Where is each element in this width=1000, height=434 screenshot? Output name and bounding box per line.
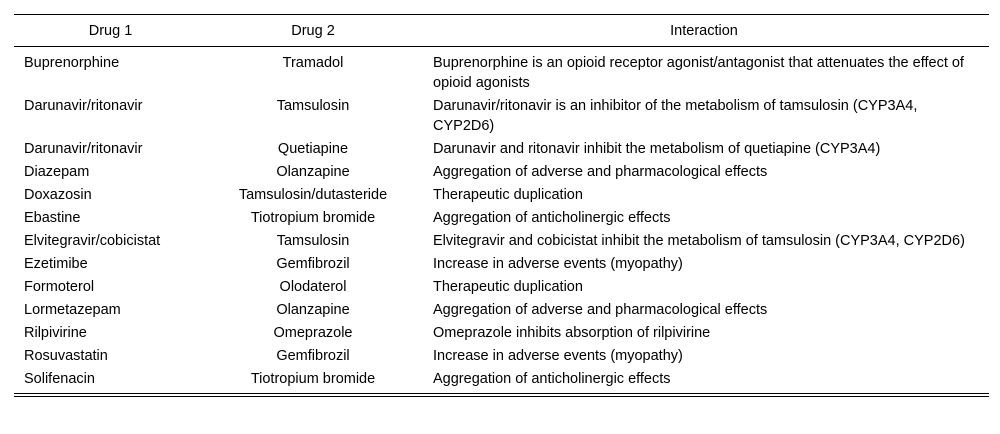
cell-interaction: Aggregation of anticholinergic effects <box>433 371 671 387</box>
drug-interaction-table-container <box>14 14 989 397</box>
table-row <box>14 252 989 275</box>
table-bottom-rule-double <box>14 396 989 397</box>
table-row <box>14 137 989 160</box>
cell-drug-2: Omeprazole <box>273 325 353 341</box>
cell-drug-2: Olodaterol <box>279 279 347 295</box>
table-row <box>14 367 989 390</box>
cell-drug-2: Quetiapine <box>277 141 349 157</box>
table-row <box>14 275 989 298</box>
cell-drug-1: Formoterol <box>24 279 95 295</box>
cell-drug-2: Olanzapine <box>276 302 350 318</box>
cell-interaction: Therapeutic duplication <box>433 187 583 203</box>
cell-drug-2: Tiotropium bromide <box>250 210 376 226</box>
cell-interaction: Increase in adverse events (myopathy) <box>433 256 683 272</box>
cell-drug-1: Ezetimibe <box>24 256 88 272</box>
cell-interaction: Darunavir/ritonavir is an inhibitor of the metabolism of tamsulosin (CYP3A4, CYP2D6) <box>433 98 918 134</box>
header-row <box>14 15 989 47</box>
table-row <box>14 229 989 252</box>
cell-drug-1: Lormetazepam <box>24 302 121 318</box>
header-drug-1: Drug 1 <box>14 15 207 47</box>
cell-interaction: Aggregation of adverse and pharmacological effects <box>433 164 768 180</box>
cell-interaction: Omeprazole inhibits absorption of rilpivirine <box>433 325 711 341</box>
cell-interaction: Buprenorphine is an opioid receptor agonist/antagonist that attenuates the effect of opioid agonists <box>433 55 964 91</box>
cell-interaction: Aggregation of anticholinergic effects <box>433 210 671 226</box>
table-row <box>14 183 989 206</box>
cell-drug-1: Rilpivirine <box>24 325 87 341</box>
cell-drug-1: Buprenorphine <box>24 55 120 71</box>
table-row <box>14 47 989 95</box>
cell-drug-2: Tramadol <box>282 55 344 71</box>
cell-drug-2: Tiotropium bromide <box>250 371 376 387</box>
table-row <box>14 94 989 137</box>
table-row <box>14 321 989 344</box>
cell-interaction: Darunavir and ritonavir inhibit the metabolism of quetiapine (CYP3A4) <box>433 141 881 157</box>
cell-drug-1: Darunavir/ritonavir <box>24 141 143 157</box>
table-row <box>14 344 989 367</box>
drug-interaction-table <box>14 14 989 390</box>
cell-drug-1: Elvitegravir/cobicistat <box>24 233 161 249</box>
cell-interaction: Elvitegravir and cobicistat inhibit the metabolism of tamsulosin (CYP3A4, CYP2D6) <box>433 233 965 249</box>
table-row <box>14 160 989 183</box>
cell-drug-1: Ebastine <box>24 210 81 226</box>
cell-drug-1: Darunavir/ritonavir <box>24 98 143 114</box>
cell-drug-1: Rosuvastatin <box>24 348 108 364</box>
table-header <box>14 15 989 47</box>
cell-drug-2: Gemfibrozil <box>276 256 350 272</box>
cell-interaction: Therapeutic duplication <box>433 279 583 295</box>
cell-interaction: Increase in adverse events (myopathy) <box>433 348 683 364</box>
header-drug-2: Drug 2 <box>207 15 419 47</box>
table-bottom-rule <box>14 393 989 394</box>
header-interaction: Interaction <box>419 15 989 47</box>
cell-drug-2: Tamsulosin <box>276 233 350 249</box>
cell-drug-1: Diazepam <box>24 164 90 180</box>
table-row <box>14 206 989 229</box>
cell-drug-1: Solifenacin <box>24 371 95 387</box>
cell-interaction: Aggregation of adverse and pharmacological effects <box>433 302 768 318</box>
cell-drug-1: Doxazosin <box>24 187 92 203</box>
cell-drug-2: Olanzapine <box>276 164 350 180</box>
table-body <box>14 47 989 391</box>
cell-drug-2: Tamsulosin <box>276 98 350 114</box>
cell-drug-2: Gemfibrozil <box>276 348 350 364</box>
table-row <box>14 298 989 321</box>
cell-drug-2: Tamsulosin/dutasteride <box>238 187 388 203</box>
